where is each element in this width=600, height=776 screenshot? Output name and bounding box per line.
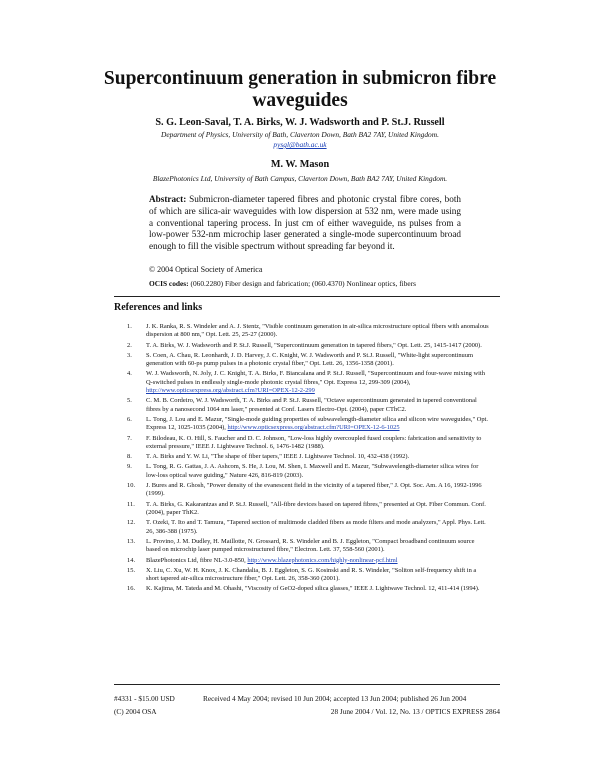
reference-text: F. Bilodeau, K. O. Hill, S. Faucher and D. C. Johnson, "Low-loss highly overcoupled fused couplers: fabrication and sensitivity to external pressure," IEEE J. Lightwave Technol. 6, 1476-1482 (1988). xyxy=(146,434,482,451)
reference-number: 6. xyxy=(127,416,132,424)
reference-link[interactable]: http://www.opticsexpress.org/abstract.cfm?URI=OPEX-12-6-1025 xyxy=(227,424,400,432)
affiliation-text: Department of Physics, University of Bath, Claverton Down, Bath BA2 7AY, United Kingdom. xyxy=(161,130,439,139)
paper-title xyxy=(60,68,540,112)
divider-top xyxy=(114,296,500,297)
author-list: S. G. Leon-Saval, T. A. Birks, W. J. Wadsworth and P. St.J. Russell xyxy=(155,117,445,128)
reference-number: 10. xyxy=(127,482,136,490)
reference-item xyxy=(127,557,489,565)
reference-text: J. K. Ranka, R. S. Windeler and A. J. Stentz, "Visible continuum generation in air-silica microstructure optical fibers with anomalous dispersion at 800 nm," Opt. Lett. 25, 25-27 (2000). xyxy=(146,323,489,339)
reference-list xyxy=(127,323,489,596)
reference-number: 12. xyxy=(127,519,136,527)
abstract-label: Abstract: xyxy=(149,194,187,204)
reference-number: 4. xyxy=(127,370,132,378)
reference-number: 1. xyxy=(127,323,132,330)
reference-text: S. Coen, A. Chau, R. Leonhardt, J. D. Harvey, J. C. Knight, W. J. Wadsworth and P. St.J. Russell, "White-light supercontinuum generation with 60-ps pump pulses in a photonic crystal fiber," Opt. Lett. 26, 1356-1358 (2001). xyxy=(146,351,474,368)
reference-number: 3. xyxy=(127,351,132,359)
reference-number: 2. xyxy=(127,341,132,349)
reference-text: L. Tong, J. Lou and E. Mazur, "Single-mode guiding properties of subwavelength-diameter silica and silicon wire waveguides," Opt. Express 12, 1025-1035 (2004), xyxy=(146,416,488,432)
reference-text: C. M. B. Cordeiro, W. J. Wadsworth, T. A. Birks and P. St.J. Russell, "Octave supercontinuum generated in tapered conventional fibres by a nanosecond 1064 nm laser," presented at Conf. Lasers Electro-Opt. (2004), paper CThC2. xyxy=(146,397,477,413)
reference-text: X. Liu, C. Xu, W. H. Knox, J. K. Chandalia, B. J. Eggleton, S. G. Kosinski and R. S. Windeler, "Soliton self-frequency shift in a short tapered air-silica microstructure fiber," Opt. Lett. 26, 358-360 (2001). xyxy=(146,566,477,583)
abstract-text: Submicron-diameter tapered fibres and photonic crystal fibre cores, both of which are silica-air waveguides with low dispersion at 532 nm, were made using a conventional tapering process. In just cm of either waveguide, ns pulses from a low-power 532-nm microchip laser generated a single-mode supercontinuum broad enough to fill the visible spectrum without spreading far beyond it. xyxy=(149,194,461,252)
reference-item xyxy=(127,342,489,350)
reference-number: 16. xyxy=(127,585,136,593)
reference-text: T. A. Birks and Y. W. Li, "The shape of fiber tapers," IEEE J. Lightwave Technol. 10, 432-438 (1992). xyxy=(146,453,410,461)
reference-number: 9. xyxy=(127,463,132,471)
divider-bottom xyxy=(114,684,500,685)
reference-number: 14. xyxy=(127,556,136,564)
footer-order: #4331 - $15.00 USD xyxy=(114,694,175,703)
reference-number: 8. xyxy=(127,453,132,461)
reference-number: 7. xyxy=(127,434,132,442)
reference-item xyxy=(127,519,489,536)
reference-text: J. Bures and R. Ghosh, "Power density of the evanescent field in the vicinity of a tapered fiber," J. Opt. Soc. Am. A 16, 1992-1996 (1999). xyxy=(146,482,482,498)
reference-link[interactable]: http://www.opticsexpress.org/abstract.cfm?URI=OPEX-12-2-299 xyxy=(146,387,315,395)
reference-number: 15. xyxy=(127,566,136,574)
copyright-notice: © 2004 Optical Society of America xyxy=(149,265,263,274)
second-author: M. W. Mason xyxy=(270,159,330,170)
reference-item xyxy=(127,567,489,584)
reference-text: T. Ozeki, T. Ito and T. Tamura, "Tapered section of multimode cladded fibers as mode filters and mode analyzers," Appl. Phys. Lett. 26, 386-388 (1975). xyxy=(146,519,486,535)
reference-text: T. A. Birks, W. J. Wadsworth and P. St.J. Russell, "Supercontinuum generation in tapered fibers," Opt. Lett. 25, 1415-1417 (2000). xyxy=(146,341,482,349)
reference-item xyxy=(127,585,489,593)
abstract xyxy=(149,194,461,253)
reference-item xyxy=(127,453,489,461)
second-affiliation: BlazePhotonics Ltd, University of Bath Campus, Claverton Down, Bath BA2 7AY, United Kingdom. xyxy=(152,174,448,183)
ocis-label: OCIS codes: xyxy=(149,279,189,288)
reference-item xyxy=(127,370,489,395)
reference-item xyxy=(127,397,489,414)
reference-text: L. Provino, J. M. Dudley, H. Maillotte, N. Grossard, R. S. Windeler and B. J. Eggleton, "Compact broadband continuum source based on microchip laser pumped microstructured fibre," Electron. Lett. 37, 558-560 (2001). xyxy=(146,537,475,554)
ocis-codes xyxy=(149,279,479,288)
reference-item xyxy=(127,538,489,555)
ocis-text: (060.2280) Fiber design and fabrication; (060.4370) Nonlinear optics, fibers xyxy=(190,279,417,288)
references-heading: References and links xyxy=(114,302,203,313)
affiliation xyxy=(100,130,500,150)
reference-number: 5. xyxy=(127,397,132,405)
reference-text: K. Kajima, M. Tateda and M. Ohashi, "Viscosity of GeO2-doped silica glasses," IEEE J. Lightwave Technol. 12, 411-414 (1994). xyxy=(146,585,480,593)
reference-item xyxy=(127,501,489,518)
reference-text: L. Tong, R. G. Gattas, J. A. Ashcom, S. He, J. Lou, M. Shen, I. Maxwell and E. Mazur, "Subwavelength-diameter silica wires for low-loss optical wave guiding," Nature 426, 816-819 (2003). xyxy=(146,463,479,479)
title-line-2: waveguides xyxy=(252,90,348,111)
reference-item xyxy=(127,435,489,452)
footer-received: Received 4 May 2004; revised 10 Jun 2004; accepted 13 Jun 2004; published 26 Jun 2004 xyxy=(203,694,467,703)
reference-item xyxy=(127,352,489,369)
reference-link[interactable]: http://www.blazephotonics.com/highly-nonlinear-pcf.html xyxy=(247,556,398,564)
reference-text: W. J. Wadsworth, N. Joly, J. C. Knight, T. A. Birks, F. Biancalana and P. St.J. Russell, "Supercontinuum and four-wave mixing with Q-switched pulses in endlessly single-mode photonic crystal fibres," Opt. Express 12, 299-309 (2004), xyxy=(146,370,485,386)
reference-number: 13. xyxy=(127,537,136,545)
reference-text: BlazePhotonics Ltd, fibre NL-3.0-850, xyxy=(146,556,246,564)
reference-item xyxy=(127,416,489,433)
reference-item xyxy=(127,482,489,499)
title-line-1: Supercontinuum generation in submicron fibre xyxy=(103,68,497,89)
email-link[interactable]: pysgl@bath.ac.uk xyxy=(273,140,327,149)
reference-number: 11. xyxy=(127,500,135,508)
reference-item xyxy=(127,463,489,480)
footer-journal: 28 June 2004 / Vol. 12, No. 13 / OPTICS EXPRESS 2864 xyxy=(330,707,500,716)
reference-item xyxy=(127,323,489,340)
reference-text: T. A. Birks, G. Kakarantzas and P. St.J. Russell, "All-fibre devices based on tapered fibres," presented at Opt. Fiber Commun. Conf. (2004), paper ThK2. xyxy=(146,500,486,517)
footer-copyright: (C) 2004 OSA xyxy=(114,707,157,716)
